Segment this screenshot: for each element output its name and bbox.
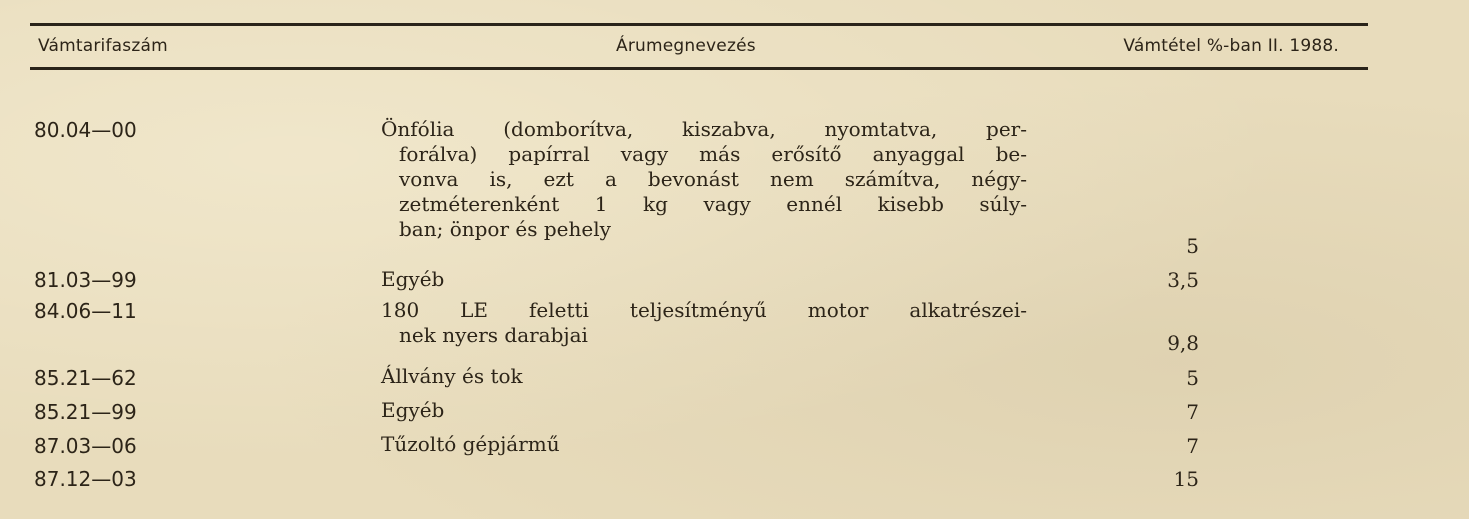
row-code: 87.03—06	[34, 434, 137, 458]
header-goods-description: Árumegnevezés	[616, 36, 756, 56]
row-description	[381, 298, 1027, 348]
header-duty-rate: Vámtétel %-ban II. 1988.	[1123, 36, 1339, 56]
row-description-line: forálva) papírral vagy más erősítő anyaggal be-	[399, 142, 1027, 166]
row-code: 80.04—00	[34, 118, 137, 142]
row-code: 85.21—62	[34, 366, 137, 390]
header-tariff-number: Vámtarifaszám	[38, 36, 168, 56]
row-description	[381, 117, 1027, 242]
row-description-line: Önfólia (domborítva, kiszabva, nyomtatva, per-	[381, 117, 1027, 141]
row-description	[381, 398, 444, 423]
row-rate: 5	[1186, 366, 1199, 390]
row-rate: 3,5	[1167, 268, 1199, 292]
row-code: 85.21—99	[34, 400, 137, 424]
row-description-line: vonva is, ezt a bevonást nem számítva, négy-	[399, 167, 1027, 191]
row-rate: 5	[1186, 234, 1199, 258]
row-description-line: zetméterenként 1 kg vagy ennél kisebb súly-	[399, 192, 1027, 216]
row-description	[381, 364, 523, 389]
row-rate: 7	[1186, 400, 1199, 424]
row-rate: 7	[1186, 434, 1199, 458]
row-code: 87.12—03	[34, 467, 137, 491]
top-rule	[30, 23, 1368, 26]
row-description	[381, 267, 444, 292]
header-rule	[30, 67, 1368, 70]
row-code: 84.06—11	[34, 299, 137, 323]
row-description-line: Tűzoltó gépjármű	[381, 432, 560, 456]
row-description-line: ban; önpor és pehely	[399, 217, 611, 241]
row-code: 81.03—99	[34, 268, 137, 292]
row-description-line: 180 LE feletti teljesítményű motor alkatrészei-	[381, 298, 1027, 322]
row-description-line: Állvány és tok	[381, 364, 523, 388]
row-description-line: Egyéb	[381, 267, 445, 291]
row-description	[381, 432, 560, 457]
row-description-line: Egyéb	[381, 398, 445, 422]
row-rate: 15	[1173, 467, 1199, 491]
row-rate: 9,8	[1167, 331, 1199, 355]
row-description-line: nek nyers darabjai	[399, 323, 588, 347]
